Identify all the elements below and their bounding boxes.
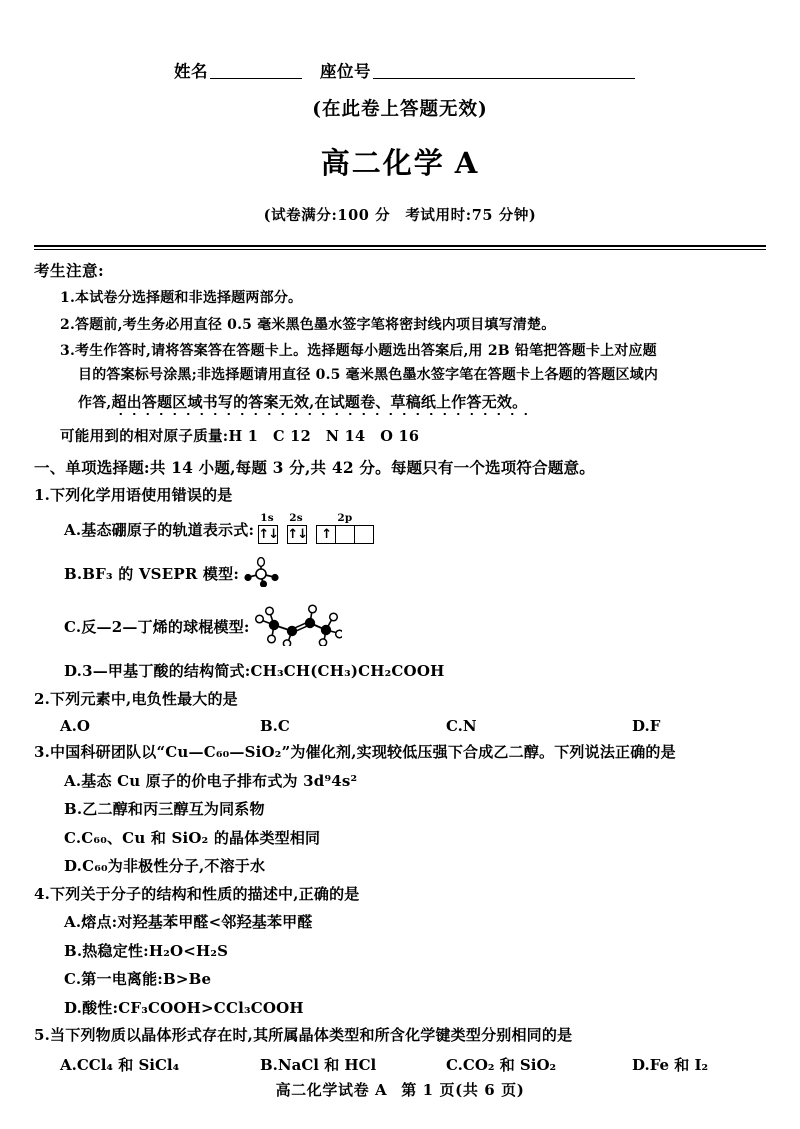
note-item-1: 1.本试卷分选择题和非选择题两部分。 [60, 290, 303, 307]
question-2-stem: 2.下列元素中,电负性最大的是 [34, 689, 238, 708]
question-1-option-c[interactable] [34, 604, 766, 652]
question-5-option-b[interactable]: B.NaCl 和 HCl [260, 1055, 377, 1074]
question-3-option-c[interactable]: C.C₆₀、Cu 和 SiO₂ 的晶体类型相同 [64, 828, 321, 847]
question-3-option-d[interactable]: D.C₆₀为非极性分子,不溶于水 [64, 857, 266, 876]
footer-paper-name: 高二化学试卷 A [275, 1081, 388, 1099]
question-1-option-d-text: D.3—甲基丁酸的结构简式:CH₃CH(CH₃)CH₂COOH [64, 662, 445, 681]
orbital-arrows: ↑ [321, 527, 332, 543]
orbital-label-2s: 2s [289, 511, 303, 524]
orbital-arrows [355, 526, 373, 543]
question-4-option-d[interactable]: D.酸性:CF₃COOH>CCl₃COOH [64, 998, 304, 1017]
relative-atomic-mass-line [34, 425, 766, 446]
orbital-box [316, 525, 336, 544]
orbital-boxes-2s [287, 525, 307, 544]
question-5-option-d[interactable]: D.Fe 和 I₂ [632, 1055, 709, 1074]
orbital-shell-2s [287, 513, 307, 545]
orbital-box [335, 525, 355, 544]
name-write-line[interactable] [210, 77, 302, 79]
orbital-label-2p: 2p [337, 511, 353, 524]
orbital-boxes-1s [258, 525, 278, 544]
relative-atomic-mass-label: 可能用到的相对原子质量: [60, 428, 229, 446]
name-label: 姓名 [174, 62, 208, 81]
orbital-label-1s: 1s [260, 511, 274, 524]
footer-page-info: 第 1 页(共 6 页) [401, 1081, 525, 1099]
note-item-3-plain: 作答, [78, 394, 112, 411]
seat-number-write-line[interactable] [373, 77, 635, 79]
orbital-shell-2p [316, 513, 373, 545]
question-1-option-b[interactable] [34, 557, 766, 593]
seat-number-label: 座位号 [320, 62, 371, 81]
header-divider [34, 245, 766, 250]
question-5-option-c[interactable]: C.CO₂ 和 SiO₂ [446, 1055, 557, 1074]
exam-meta: (试卷满分:100 分 考试用时:75 分钟) [263, 207, 537, 224]
question-2-option-a[interactable]: A.O [60, 717, 90, 736]
notes-title: 考生注意: [34, 261, 105, 281]
question-2-option-c[interactable]: C.N [446, 717, 477, 736]
question-2-option-b[interactable]: B.C [260, 717, 290, 736]
question-1-option-d[interactable] [34, 662, 766, 682]
note-item-3-line3 [34, 393, 766, 412]
note-item-3-line2: 目的答案标号涂黑;非选择题请用直径 0.5 毫米黑色墨水签字笔在答题卡上各题的答题区域内 [78, 367, 659, 384]
question-4-option-a[interactable]: A.熔点:对羟基苯甲醛<邻羟基苯甲醛 [64, 913, 313, 932]
question-2-options [34, 717, 766, 735]
orbital-boxes-2p [316, 525, 373, 544]
invalid-answer-notice: (在此卷上答题无效) [312, 99, 488, 120]
student-id-line [34, 0, 766, 82]
note-item-3: 3.考生作答时,请将答案答在答题卡上。选择题每小题选出答案后,用 2B 铅笔把答题卡上对应题 [60, 343, 657, 360]
question-1-option-b-text: B.BF₃ 的 VSEPR 模型: [64, 565, 240, 584]
section-heading-single-choice: 一、单项选择题:共 14 小题,每题 3 分,共 42 分。每题只有一个选项符合题意。 [34, 458, 595, 478]
relative-atomic-mass-values: H 1 C 12 N 14 O 16 [228, 428, 420, 446]
orbital-box [354, 525, 374, 544]
question-3-option-b[interactable]: B.乙二醇和丙三醇互为同系物 [64, 800, 265, 819]
page-title [34, 141, 766, 182]
orbital-arrows [336, 526, 354, 543]
orbital-diagram [258, 513, 373, 545]
question-4-stem: 4.下列关于分子的结构和性质的描述中,正确的是 [34, 884, 360, 903]
question-5-option-a[interactable]: A.CCl₄ 和 SiCl₄ [60, 1055, 180, 1074]
note-item-2: 2.答题前,考生务必用直径 0.5 毫米黑色墨水签字笔将密封线内项目填写清楚。 [60, 316, 556, 333]
orbital-arrows: ↑↓ [287, 527, 308, 543]
question-4-option-b[interactable]: B.热稳定性:H₂O<H₂S [64, 941, 229, 960]
orbital-arrows: ↑↓ [258, 527, 279, 543]
trans-2-butene-ball-stick-model-icon [254, 604, 342, 652]
page-title-letter: A [454, 146, 480, 180]
note-item-3-emphasis: 超出答题区域书写的答案无效,在试题卷、草稿纸上作答无效。 [111, 392, 528, 411]
question-4-option-c[interactable]: C.第一电离能:B>Be [64, 970, 212, 989]
question-1-option-a-text: A.基态硼原子的轨道表示式: [64, 520, 255, 539]
orbital-box [287, 525, 307, 544]
question-5-stem: 5.当下列物质以晶体形式存在时,其所属晶体类型和所含化学键类型分别相同的是 [34, 1026, 573, 1045]
question-1-option-a[interactable] [34, 511, 766, 547]
page-footer [0, 1079, 800, 1100]
question-1-stem: 1.下列化学用语使用错误的是 [34, 486, 233, 505]
question-2-option-d[interactable]: D.F [632, 717, 661, 736]
bf3-vsepr-model-icon [243, 557, 287, 593]
orbital-shell-1s [258, 513, 278, 545]
question-5-options [34, 1054, 766, 1075]
question-3-option-a[interactable]: A.基态 Cu 原子的价电子排布式为 3d⁹4s² [64, 771, 358, 790]
page-title-cn: 高二化学 [320, 146, 445, 180]
orbital-box [258, 525, 278, 544]
question-3-stem: 3.中国科研团队以“Cu—C₆₀—SiO₂”为催化剂,实现较低压强下合成乙二醇。下列说法正确的是 [34, 743, 676, 762]
question-1-option-c-text: C.反—2—丁烯的球棍模型: [64, 617, 250, 636]
